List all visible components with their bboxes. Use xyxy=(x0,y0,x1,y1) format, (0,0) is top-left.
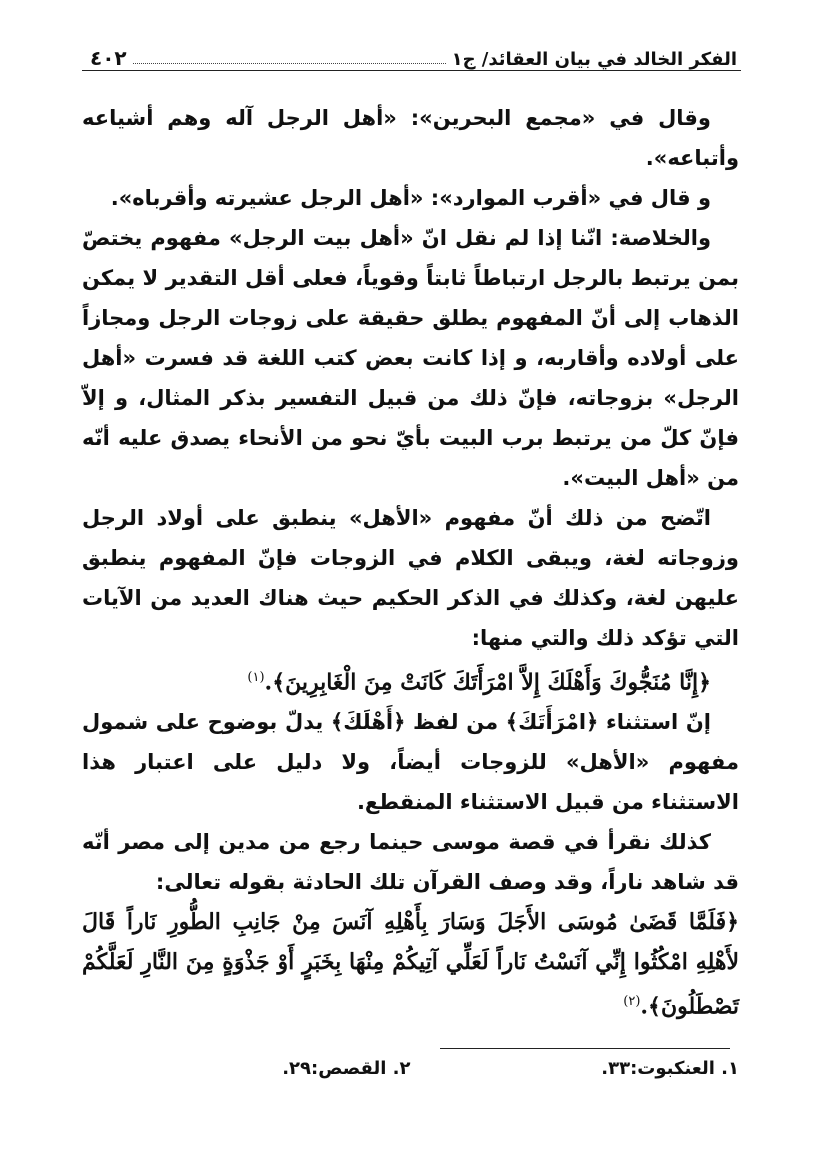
footnote-1: ١. العنكبوت:٣٣. xyxy=(601,1058,739,1079)
footnote-ref-1: (١) xyxy=(247,670,265,685)
quran-verse-qasas xyxy=(82,902,739,1026)
main-text xyxy=(82,98,739,1027)
paragraph-exception: إنّ استثناء ﴿امْرَأَتَكَ﴾ من لفظ ﴿أَهْلَكَ﴾ يدلّ بوضوح على شمول مفهوم «الأهل» للزوجات أيضاً، ولا دليل على اعتبار هذا الاستثناء من قبيل الاستثناء المنقطع. xyxy=(82,710,739,815)
quran-verse-ankabut xyxy=(82,658,739,702)
paragraph-aqrab-almawarid: و قال في «أقرب الموارد»: «أهل الرجل عشيرته وأقرباه». xyxy=(110,186,711,210)
paragraph-conclusion: والخلاصة: انّنا إذا لم نقل انّ «أهل بيت الرجل» مفهوم يختصّ بمن يرتبط بالرجل ارتباطاً ثابتاً وقوياً، فعلى أقل التقدير لا يمكن الذهاب إلى أنّ المفهوم يطلق حقيقة على زوجات الرجل ومجازاً على أولاده وأقاربه، و إذا كانت بعض كتب اللغة قد فسرت «أهل الرجل» بزوجاته، فإنّ ذلك من قبيل التفسير بذكر المثال، و إلاّ فإنّ كلّ من يرتبط برب البيت بأيّ نحو من الأنحاء يصدق عليه أنّه من «أهل البيت». xyxy=(82,226,739,490)
verse-text: ﴿إِنَّا مُنَجُّوكَ وَأَهْلَكَ إِلاَّ امْرَأَتَكَ كَانَتْ مِنَ الْغَابِرِينَ﴾. xyxy=(264,669,711,696)
paragraph-majma-albahrain: وقال في «مجمع البحرين»: «أهل الرجل آله وهم أشياعه وأتباعه». xyxy=(82,106,739,170)
header-title: الفكر الخالد في بيان العقائد/ ج١ xyxy=(451,49,737,70)
paragraph-musa-story: كذلك نقرأ في قصة موسى حينما رجع من مدين إلى مصر أنّه قد شاهد ناراً، وقد وصف القرآن تلك الحادثة بقوله تعالى: xyxy=(82,830,739,895)
verse-text: ﴿فَلَمَّا قَضَىٰ مُوسَى الأَجَلَ وَسَارَ بِأَهْلِهِ آنَسَ مِنْ جَانِبِ الطُّورِ نَاراً قَالَ لأَهْلِهِ امْكُثُوا إِنِّي آنَسْتُ نَاراً لَعَلِّي آتِيكُمْ مِنْهَا بِخَبَرٍ أَوْ جَذْوَةٍ مِنَ النَّارِ لَعَلَّكُمْ تَصْطَلُونَ﴾. xyxy=(82,909,739,1020)
header-dotted-leader xyxy=(133,62,446,64)
footnote-ref-2: (٢) xyxy=(623,994,641,1010)
paragraph-meaning-of-ahl: اتّضح من ذلك أنّ مفهوم «الأهل» ينطبق على أولاد الرجل وزوجاته لغة، ويبقى الكلام في الزوجات فإنّ المفهوم ينطبق عليهن لغة، وكذلك في الذكر الحكيم حيث هناك العديد من الآيات التي تؤكد ذلك والتي منها: xyxy=(82,506,739,650)
footnote-divider xyxy=(440,1048,730,1049)
footnote-2: ٢. القصص:٢٩. xyxy=(282,1058,411,1079)
page-number: ٤٠٢ xyxy=(90,46,127,70)
page-header xyxy=(82,38,741,71)
footnotes xyxy=(82,1058,739,1079)
